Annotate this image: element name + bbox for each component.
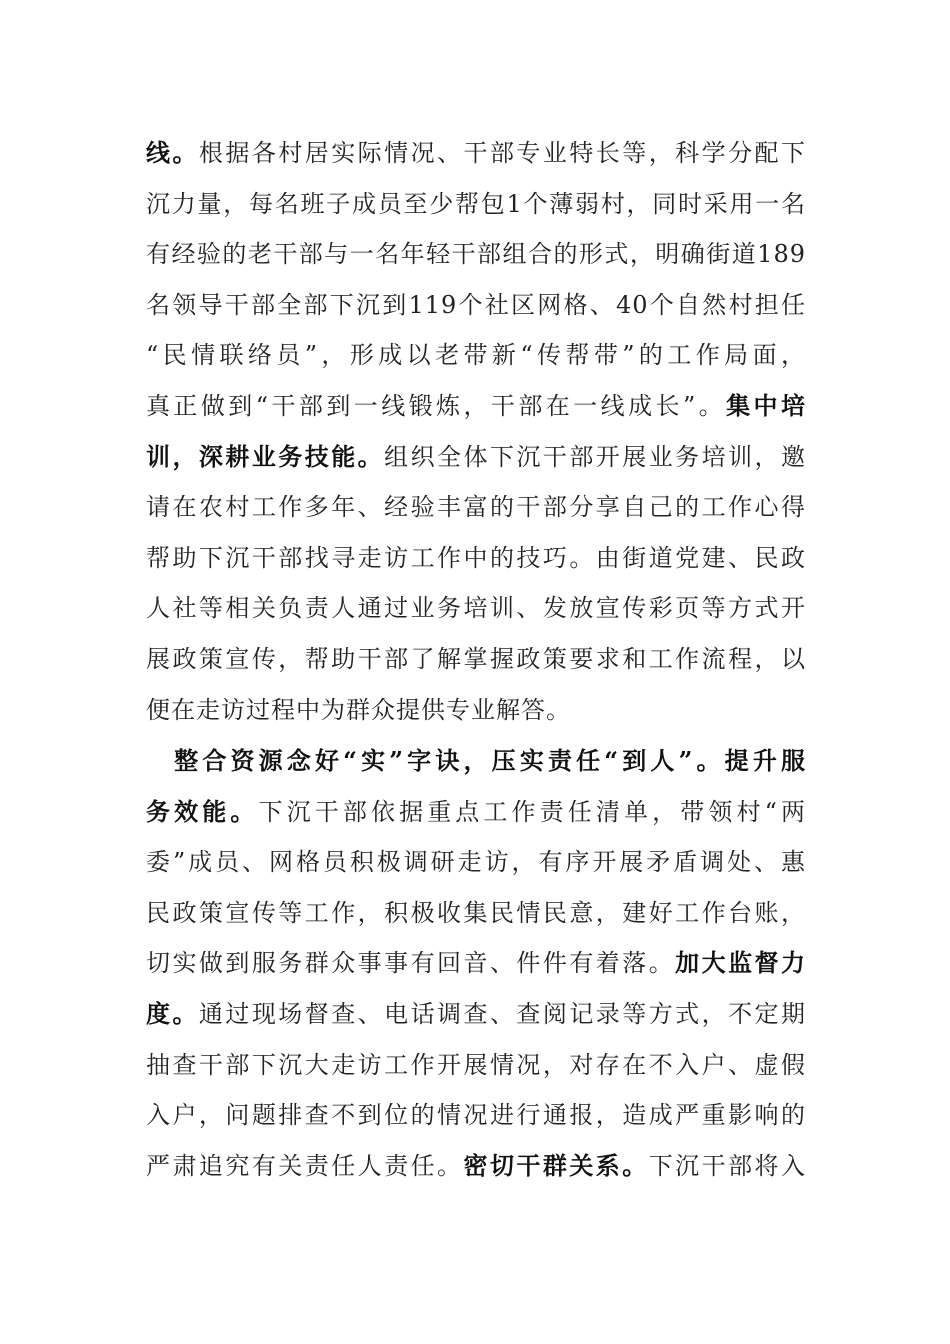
text-line	[146, 432, 806, 483]
text-line	[146, 280, 806, 331]
body-text: 通过现场督查、电话调查、查阅记录等方式，不定期	[198, 999, 806, 1028]
paragraph-2	[146, 736, 806, 1191]
bold-heading-text: 密切干群关系。	[463, 1150, 649, 1180]
text-line	[146, 1090, 806, 1141]
bold-heading-text: 线。	[146, 138, 199, 167]
body-text: 根据各村居实际情况、干部专业特长等，科学分配下	[198, 139, 806, 167]
text-line	[146, 330, 806, 381]
body-text: 沉力量，每名班子成员至少帮包1个薄弱村，同时采用一名	[146, 189, 806, 218]
bold-heading-text: 集中培	[726, 390, 806, 420]
text-line	[146, 888, 806, 939]
text-line	[146, 837, 806, 888]
text-line	[146, 989, 806, 1040]
text-line	[146, 1141, 806, 1192]
text-line	[146, 381, 806, 432]
bold-heading-text: 训，深耕业务技能。	[146, 441, 385, 471]
text-line	[146, 533, 806, 584]
body-text: 人社等相关负责人通过业务培训、发放宣传彩页等方式开	[146, 594, 806, 623]
text-line	[146, 179, 806, 230]
body-text: 严肃追究有关责任人责任。	[146, 1151, 464, 1180]
body-text: 委”成员、网格员积极调研走访，有序开展矛盾调处、惠	[146, 848, 806, 877]
body-text: 名领导干部全部下沉到119个社区网格、40个自然村担任	[146, 290, 806, 319]
text-line	[146, 938, 806, 989]
bold-heading-text: 整合资源念好“实”字诀，压实责任“到人”。提升服	[146, 746, 806, 775]
bold-heading-text: 务效能。	[146, 796, 259, 826]
text-line	[146, 736, 806, 787]
body-text: 民政策宣传等工作，积极收集民情民意，建好工作台账，	[146, 898, 806, 927]
body-text: 展政策宣传，帮助干部了解掌握政策要求和工作流程，以	[146, 644, 806, 673]
bold-heading-text: 度。	[146, 998, 199, 1028]
body-text: 组织全体下沉干部开展业务培训，邀	[384, 442, 806, 471]
paragraph-1	[146, 128, 806, 735]
text-line	[146, 583, 806, 634]
text-line	[146, 1040, 806, 1091]
body-text: 下沉干部依据重点工作责任清单，带领村“两	[258, 797, 806, 826]
body-text: 有经验的老干部与一名年轻干部组合的形式，明确街道189	[146, 240, 806, 269]
body-text: 下沉干部将入	[648, 1151, 806, 1180]
body-text: 切实做到服务群众事事有回音、件件有着落。	[146, 949, 676, 978]
body-text: 入户，问题排查不到位的情况进行通报，造成严重影响的	[146, 1101, 806, 1130]
text-line	[146, 482, 806, 533]
text-line	[146, 229, 806, 280]
body-text: 便在走访过程中为群众提供专业解答。	[146, 695, 571, 724]
body-text: 抽查干部下沉大走访工作开展情况，对存在不入户、虚假	[146, 1050, 806, 1079]
body-text: 真正做到“干部到一线锻炼，干部在一线成长”。	[146, 391, 727, 420]
body-text: 请在农村工作多年、经验丰富的干部分享自己的工作心得	[146, 493, 806, 522]
text-line	[146, 634, 806, 685]
body-text: “民情联络员”，形成以老带新“传帮带”的工作局面，	[146, 341, 806, 370]
text-line	[146, 128, 806, 179]
bold-heading-text: 加大监督力	[675, 948, 806, 978]
body-text: 帮助下沉干部找寻走访工作中的技巧。由街道党建、民政	[146, 543, 806, 572]
text-line	[146, 685, 806, 736]
text-line	[146, 787, 806, 838]
